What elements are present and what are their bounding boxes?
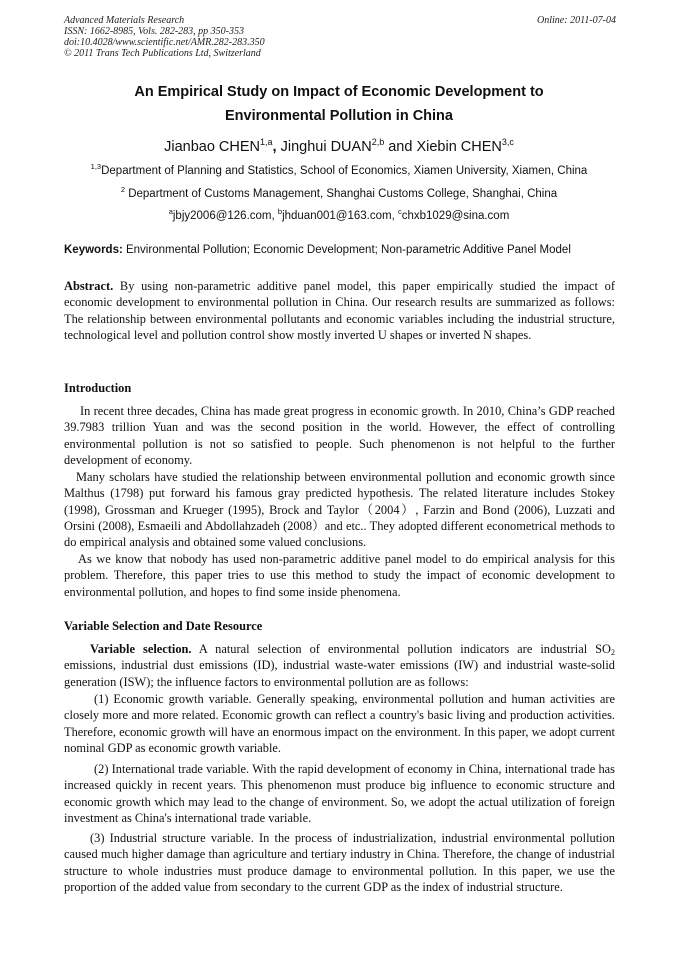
doi-line: doi:10.4028/www.scientific.net/AMR.282-283.350 — [64, 37, 265, 48]
paper-title-line-1: An Empirical Study on Impact of Economic Development to — [134, 84, 544, 100]
industrial-structure-paragraph: (3) Industrial structure variable. In the process of industrialization, industrial environmental pollution caused much higher damage than agriculture and tertiary industry in China. Therefore, the change of industrial structure to whole industries must produce damage to environmental pollution. In this paper, we use the proportion of the added value from secondary to the current GDP as the index of industrial structure. — [64, 831, 615, 894]
affiliation-1-sup: 1,3 — [90, 162, 102, 171]
author-2-name: Jinghui DUAN — [280, 139, 372, 155]
author-separator-2: and — [384, 139, 417, 155]
author-1-sup: 1,a — [260, 137, 273, 147]
keywords-label: Keywords: — [64, 244, 123, 256]
intro-paragraph-2: Many scholars have studied the relationship between environmental pollution and economic growth since Malthus (1798) put forward his famous gray predicted hypothesis. The related literature includes Stokey (1998), Grossman and Krueger (1995), Brock and Taylor（2004）, Farzin and Bond (2006), Luzzati and Orsini (2008), Esmaeili and Abdollahzadeh (2008）and etc.. They adopted different econometrical methods to do empirical analysis and obtained some valued conclusions. — [64, 470, 615, 550]
email-c-sup: c — [397, 207, 402, 216]
email-line — [0, 209, 678, 224]
keywords-text: Environmental Pollution; Economic Development; Non-parametric Additive Panel Model — [122, 244, 571, 256]
variable-selection-paragraph — [64, 641, 615, 690]
author-3-sup: 3,c — [501, 137, 514, 147]
copyright-line: © 2011 Trans Tech Publications Ltd, Switzerland — [64, 48, 261, 59]
author-1-name: Jianbao CHEN — [164, 139, 261, 155]
author-separator-1: , — [272, 139, 281, 155]
author-2-sup: 2,b — [371, 137, 385, 147]
author-line — [0, 137, 678, 157]
so2-subscript: 2 — [611, 648, 615, 657]
variable-section-heading: Variable Selection and Date Resource — [64, 619, 263, 633]
intro-paragraph-3: As we know that nobody has used non-parametric additive panel model to do empirical analysis for this problem. Therefore, this paper tries to use this method to study the impact of economic development to environmental pollution, and hopes to find some inside phenomena. — [64, 552, 615, 599]
variable-selection-text-a: A natural selection of environmental pollution indicators are industrial SO — [191, 642, 611, 656]
affiliation-1-text: Department of Planning and Statistics, School of Economics, Xiamen University, Xiamen, China — [101, 165, 588, 177]
affiliation-2-sup: 2 — [120, 185, 126, 194]
economic-growth-paragraph: (1) Economic growth variable. Generally speaking, environmental pollution and human activities are closely more and more related. Economic growth can reflect a country's basic living and production activities. Therefore, economic growth will have an enormous impact on the environment. In this paper, we adopt current nominal GDP as economic growth variable. — [64, 692, 615, 755]
email-c: chxb1029@sina.com — [401, 210, 510, 222]
journal-name: Advanced Materials Research — [64, 15, 185, 26]
affiliation-1 — [0, 164, 678, 179]
affiliation-2-text: Department of Customs Management, Shanghai Customs College, Shanghai, China — [125, 188, 558, 200]
email-a: jbjy2006@126.com, — [172, 210, 278, 222]
issn-line: ISSN: 1662-8985, Vols. 282-283, pp 350-353 — [64, 26, 244, 37]
paper-title-line-2: Environmental Pollution in China — [225, 108, 453, 124]
journal-header — [64, 15, 616, 59]
abstract-label: Abstract. — [64, 279, 114, 293]
email-a-sup: a — [168, 207, 173, 216]
email-b: jhduan001@163.com, — [282, 210, 398, 222]
abstract-text: By using non-parametric additive panel model, this paper empirically studied the impact of economic development to environmental pollution in China. Our research results are summarized as follows: The relationship between environmental pollutants and economic variables including the industrial structure, technological level and pollution control show mostly inverted U shapes or inverted N shapes. — [64, 279, 615, 342]
affiliation-2 — [0, 187, 678, 202]
international-trade-paragraph: (2) International trade variable. With the rapid development of economy in China, international trade has increased quickly in recent years. This phenomenon must produce big influence to economic structure and economic growth which may lead to the change of environment. So, we adopt the actual utilization of foreign investment as China's international trade variable. — [64, 762, 615, 825]
abstract-paragraph — [64, 278, 615, 343]
introduction-heading: Introduction — [64, 381, 132, 395]
variable-selection-lead: Variable selection. — [90, 642, 192, 656]
variable-selection-text-b: emissions, industrial dust emissions (ID), industrial waste-water emissions (IW) and industrial waste-solid generation (ISW); the influence factors to environmental pollution are as follows: — [64, 658, 615, 689]
keywords-line — [64, 243, 624, 258]
author-3-name: Xiebin CHEN — [416, 139, 502, 155]
online-date: Online: 2011-07-04 — [537, 15, 616, 26]
email-b-sup: b — [277, 207, 283, 216]
intro-paragraph-1: In recent three decades, China has made great progress in economic growth. In 2010, China’s GDP reached 39.7983 trillion Yuan and was the second position in the world. However, the effect of controlling environmental pollution is not so satisfied to people. Such phenomenon is not helpful to the further development of economy. — [64, 404, 615, 467]
